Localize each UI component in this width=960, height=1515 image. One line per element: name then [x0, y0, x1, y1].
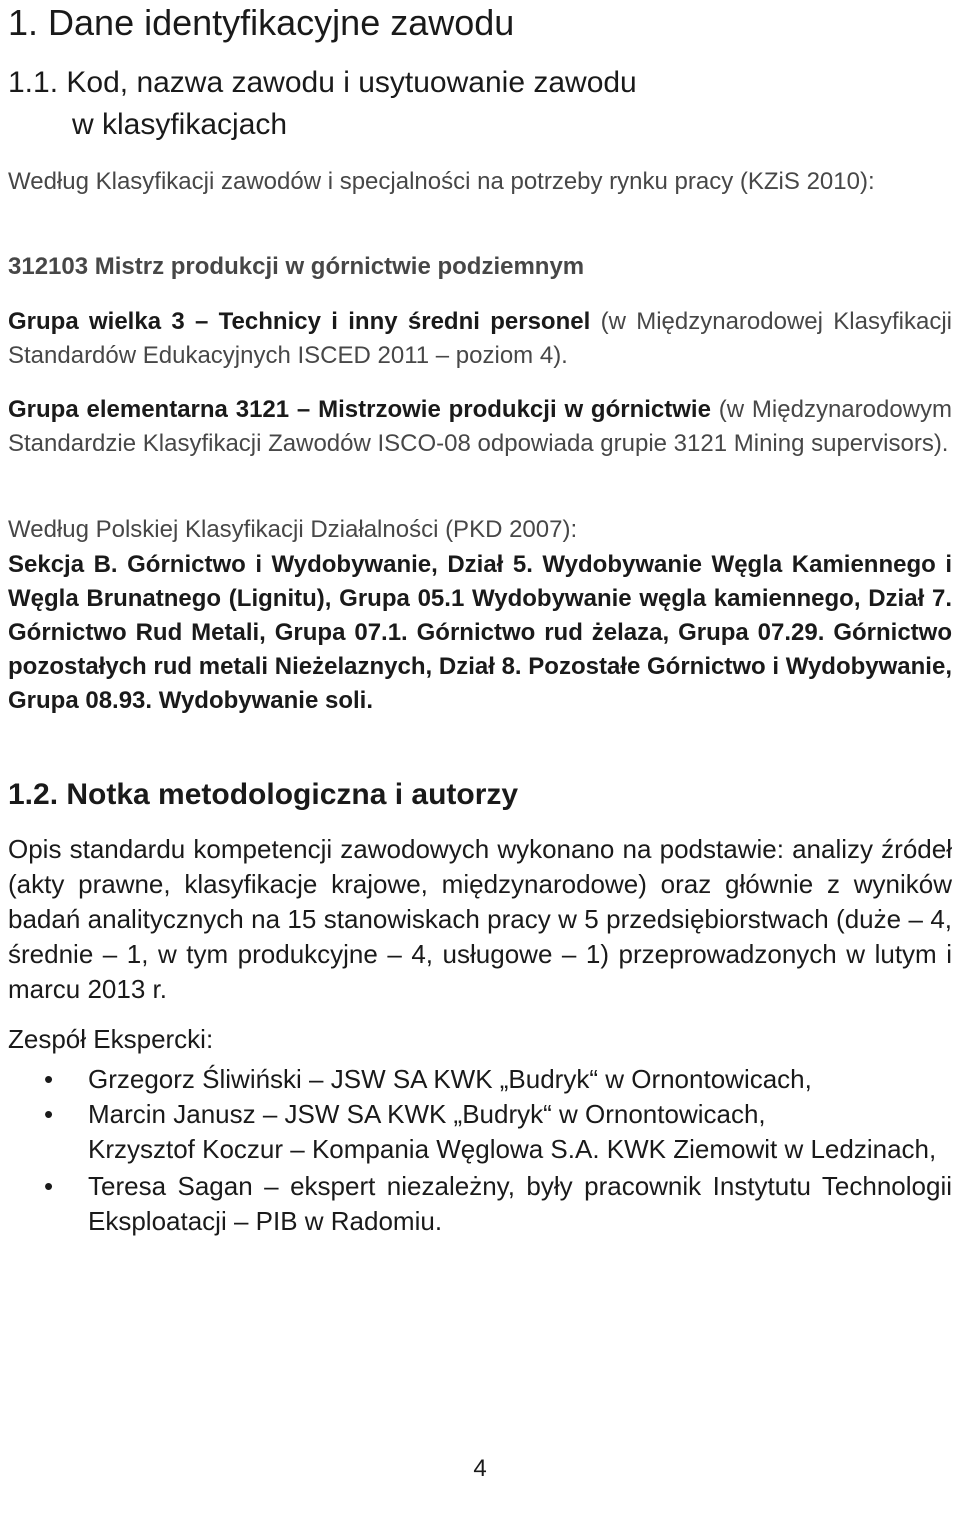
- section-title-line1: Kod, nazwa zawodu i usytuowanie zawodu: [66, 66, 637, 99]
- expert-list-item: [8, 1132, 952, 1169]
- isced-paragraph: [8, 305, 952, 373]
- methodology-description: Opis standardu kompetencji zawodowych wykonano na podstawie: analizy źródeł (akty prawne, klasyfikacje krajowe, międzynarodowe) oraz głównie z wyników badań analitycznych na 15 stanowiskach pracy w 5 przedsiębiorstwach (duże – 4, średnie – 1, w tym produkcyjne – 4, usługowe – 1) przeprowadzonych w lutym i marcu 2013 r.: [8, 834, 952, 1004]
- bullet-icon: •: [44, 1064, 54, 1094]
- section-number: 1.1.: [8, 66, 59, 99]
- isced-description: (w Międzynarodowej Klasyfikacji Standardów Edukacyjnych ISCED 2011 – poziom 4).: [8, 308, 952, 369]
- expert-list: [8, 1062, 952, 1239]
- expert-name: Grzegorz Śliwiński – JSW SA KWK „Budryk“ w Ornontowicach,: [88, 1064, 812, 1094]
- bullet-icon: •: [44, 1171, 54, 1201]
- isco-paragraph: [8, 393, 952, 461]
- expert-name: Marcin Janusz – JSW SA KWK „Budryk“ w Ornontowicach,: [88, 1099, 766, 1129]
- expert-list-item: [8, 1169, 952, 1239]
- bullet-icon: •: [44, 1099, 54, 1129]
- expert-list-item: [8, 1097, 952, 1132]
- expert-list-item: [8, 1062, 952, 1097]
- expert-team-label: Zespół Ekspercki:: [8, 1024, 214, 1054]
- pkd-sections: Sekcja B. Górnictwo i Wydobywanie, Dział 5. Wydobywanie Węgla Kamiennego i Węgla Brunatnego (Lignitu), Grupa 05.1 Wydobywanie węgla kamiennego, Dział 7. Górnictwo Rud Metali, Grupa 07.1. Górnictwo rud żelaza, Grupa 07.29. Górnictwo pozostałych rud metali Nieżelaznych, Dział 8. Pozostałe Górnictwo i Wydobywanie, Grupa 08.93. Wydobywanie soli.: [8, 551, 952, 714]
- expert-name: Teresa Sagan – ekspert niezależny, były pracownik Instytutu Technologii Eksploatacji – PIB w Radomiu.: [88, 1171, 952, 1236]
- pkd-intro: Według Polskiej Klasyfikacji Działalności (PKD 2007):: [8, 516, 578, 543]
- kzis-intro: Według Klasyfikacji zawodów i specjalności na potrzeby rynku pracy (KZiS 2010):: [8, 168, 875, 195]
- isced-group-label: Grupa wielka 3 – Technicy i inny średni personel: [8, 308, 591, 335]
- isco-group-label: Grupa elementarna 3121 – Mistrzowie produkcji w górnictwie: [8, 396, 711, 423]
- expert-name: Krzysztof Koczur – Kompania Węglowa S.A. KWK Ziemowit w Ledzinach,: [88, 1134, 937, 1164]
- page-number: 4: [473, 1455, 487, 1482]
- section-heading-1: 1. Dane identyfikacyjne zawodu: [8, 2, 515, 43]
- isco-description: (w Międzynarodowym Standardzie Klasyfikacji Zawodów ISCO-08 odpowiada grupie 3121 Mining supervisors).: [8, 396, 952, 457]
- section-heading-1-1: [8, 62, 637, 146]
- section-heading-1-2: 1.2. Notka metodologiczna i autorzy: [8, 778, 519, 811]
- occupation-code-name: 312103 Mistrz produkcji w górnictwie podziemnym: [8, 253, 585, 280]
- section-title-line2: w klasyfikacjach: [72, 108, 288, 141]
